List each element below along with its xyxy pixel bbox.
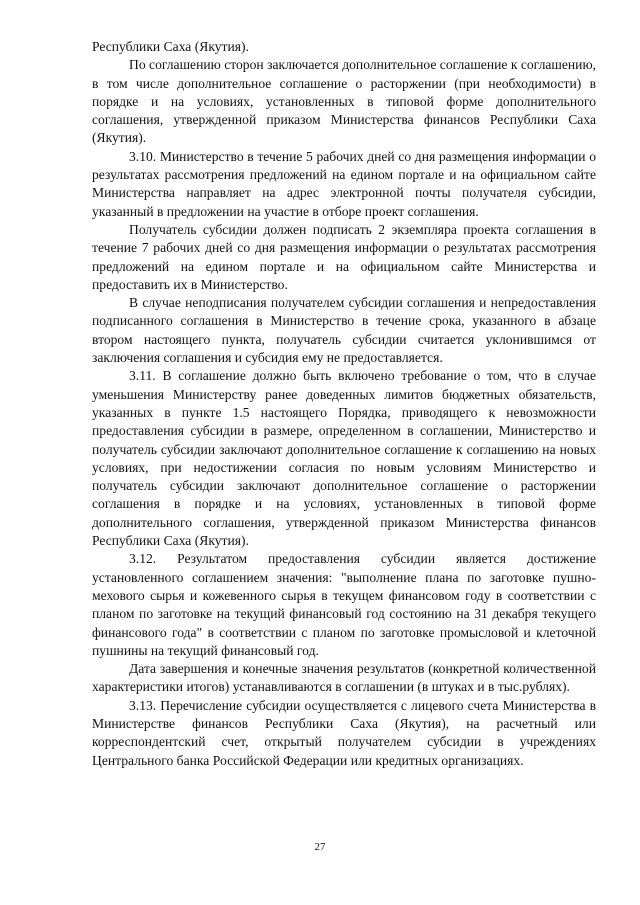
paragraph-3-13: 3.13. Перечисление субсидии осуществляется с лицевого счета Министерства в Министерстве финансов Республики Саха (Якутия), на расчетный или корреспондентский счет, открытый получателем субсидии в учреждениях Центрального банка Российской Федерации или кредитных организациях. [92, 697, 596, 768]
paragraph-3-11: 3.11. В соглашение должно быть включено требование о том, что в случае уменьшения Министерству ранее доведенных лимитов бюджетных обязательств, указанных в пункте 1.5 настоящего Порядка, приводящего к невозможности предоставления субсидии в размере, определенном в соглашении, Министерство и получатель субсидии заключают дополнительное соглашение к соглашению на новых условиях, при недостижении согласия по новым условиям Министерство и получатель субсидии заключают дополнительное соглашение о расторжении соглашения в порядке и на условиях, установленных в типовой форме дополнительного соглашения, утвержденной приказом Министерства финансов Республики Саха (Якутия). [92, 368, 596, 549]
paragraph-additional-agreement: По соглашению сторон заключается дополнительное соглашение к соглашению, в том числе дополнительное соглашение о расторжении (при необходимости) в порядке и на условиях, установленных в типовой форме дополнительного соглашения, утвержденной приказом Министерства финансов Республики Саха (Якутия). [92, 57, 596, 146]
page-number: 27 [314, 841, 326, 853]
paragraph-signing: Получатель субсидии должен подписать 2 экземпляра проекта соглашения в течение 7 рабочих дней со дня размещения информации о результатах рассмотрения предложений на едином портале и на официальном сайте Министерства и предоставить их в Министерство. [92, 221, 596, 292]
paragraph-non-signing: В случае неподписания получателем субсидии соглашения и непредоставления подписанного соглашения в Министерство в течение срока, указанного в абзаце втором настоящего пункта, получатель субсидии считается уклонившимся от заключения соглашения и субсидия ему не предоставляется. [92, 295, 596, 366]
paragraph-3-10: 3.10. Министерство в течение 5 рабочих дней со дня размещения информации о результатах рассмотрения предложений на едином портале и на официальном сайте Министерства направляет на адрес электронной почты получателя субсидии, указанный в предложении на участие в отборе проект соглашения. [92, 148, 596, 219]
document-body [92, 38, 596, 770]
paragraph-completion-date: Дата завершения и конечные значения результатов (конкретной количественной характеристики итогов) устанавливаются в соглашении (в штуках и в тыс.рублях). [92, 661, 596, 695]
paragraph-continuation: Республики Саха (Якутия). [92, 39, 249, 54]
paragraph-3-12: 3.12. Результатом предоставления субсидии является достижение установленного соглашением значения: "выполнение плана по заготовке пушно-мехового сырья и кожевенного сырья в текущем финансовом году в соответствии с планом по заготовке на текущий финансовый год состоянию на 31 декабря текущего финансового года" в соответствии с планом по заготовке промысловой и клеточной пушнины на текущий финансовый год. [92, 551, 596, 658]
